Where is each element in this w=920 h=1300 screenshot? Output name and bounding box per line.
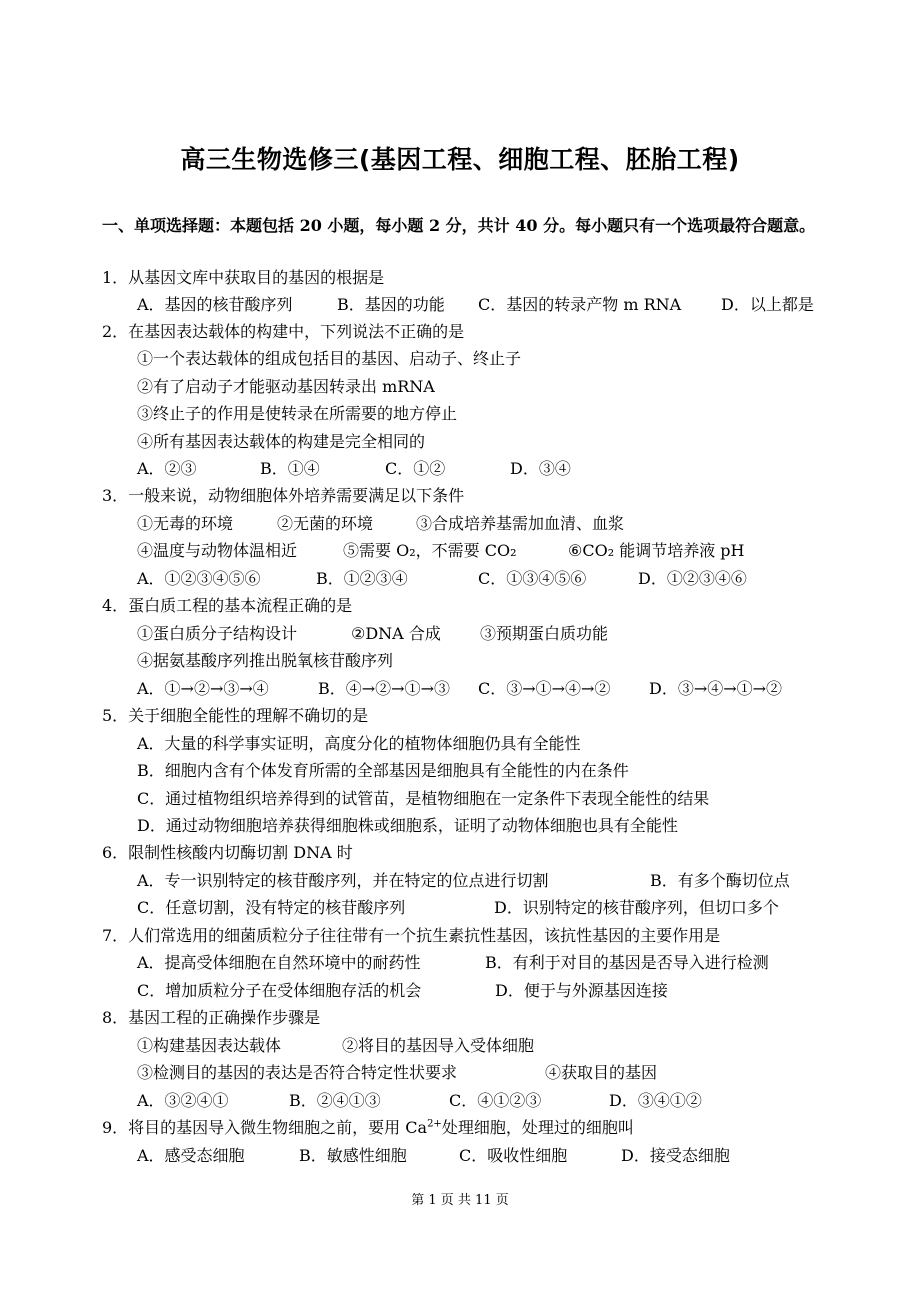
q9-stem-post: 处理细胞，处理过的细胞叫 [441, 1118, 634, 1137]
question-5-stem: 5．关于细胞全能性的理解不确切的是 [102, 706, 369, 725]
question-7-stem: 7．人们常选用的细菌质粒分子往往带有一个抗生素抗性基因，该抗性基因的主要作用是 [102, 926, 721, 945]
q2-statement-1: ①一个表达载体的组成包括目的基因、启动子、终止子 [137, 349, 522, 368]
q5-option-c: C．通过植物组织培养得到的试管苗，是植物细胞在一定条件下表现全能性的结果 [137, 789, 710, 808]
q9-option-a: A．感受态细胞 [137, 1146, 245, 1165]
q7-option-d: D．便于与外源基因连接 [495, 981, 668, 1000]
q3-option-b: B．①②③④ [316, 569, 408, 588]
q3-statement-4: ④温度与动物体温相近 [137, 541, 298, 560]
q8-option-a: A．③②④① [137, 1091, 229, 1110]
q3-statement-3: ③合成培养基需加血清、血浆 [416, 514, 625, 533]
q8-statement-3: ③检测目的基因的表达是否符合特定性状要求 [137, 1063, 458, 1082]
q2-option-d: D．③④ [510, 459, 571, 478]
q7-option-c: C．增加质粒分子在受体细胞存活的机会 [137, 981, 422, 1000]
q4-option-c: C．③→①→④→② [478, 679, 611, 698]
q4-statement-2: ②DNA 合成 [351, 624, 441, 643]
q9-option-c: C．吸收性细胞 [459, 1146, 568, 1165]
question-6-stem: 6．限制性核酸内切酶切割 DNA 时 [102, 843, 353, 862]
q6-option-c: C．任意切割，没有特定的核苷酸序列 [137, 898, 406, 917]
q7-option-a: A．提高受体细胞在自然环境中的耐药性 [137, 953, 421, 972]
page-footer: 第 1 页 共 11 页 [411, 1193, 509, 1208]
q2-option-a: A．②③ [137, 459, 197, 478]
page-title: 高三生物选修三(基因工程、细胞工程、胚胎工程) [180, 145, 740, 174]
q2-option-c: C．①② [385, 459, 446, 478]
q8-option-b: B．②④①③ [289, 1091, 381, 1110]
q9-option-b: B．敏感性细胞 [299, 1146, 407, 1165]
q3-option-c: C．①③④⑤⑥ [478, 569, 587, 588]
q9-stem-superscript: 2+ [427, 1118, 442, 1130]
q1-option-a: A．基因的核苷酸序列 [137, 295, 293, 314]
q5-option-d: D．通过动物细胞培养获得细胞株或细胞系，证明了动物体细胞也具有全能性 [137, 816, 678, 835]
q9-stem-pre: 9．将目的基因导入微生物细胞之前，要用 Ca [102, 1118, 428, 1137]
q2-option-b: B．①④ [260, 459, 320, 478]
q6-option-d: D．识别特定的核苷酸序列，但切口多个 [494, 898, 779, 917]
q4-statement-3: ③预期蛋白质功能 [480, 624, 609, 643]
section-heading: 一、单项选择题：本题包括 20 小题，每小题 2 分，共计 40 分。每小题只有一个选项最符合题意。 [102, 216, 816, 235]
question-3-stem: 3．一般来说，动物细胞体外培养需要满足以下条件 [102, 486, 465, 505]
q3-statement-1: ①无毒的环境 [137, 514, 234, 533]
q2-statement-4: ④所有基因表达载体的构建是完全相同的 [137, 432, 426, 451]
question-4-stem: 4．蛋白质工程的基本流程正确的是 [102, 596, 353, 615]
q9-option-d: D．接受态细胞 [621, 1146, 730, 1165]
q5-option-a: A．大量的科学事实证明，高度分化的植物体细胞仍具有全能性 [137, 734, 581, 753]
q8-statement-2: ②将目的基因导入受体细胞 [342, 1036, 535, 1055]
q8-statement-1: ①构建基因表达载体 [137, 1036, 282, 1055]
q3-option-d: D．①②③④⑥ [638, 569, 747, 588]
q1-option-d: D．以上都是 [721, 295, 814, 314]
q2-statement-2: ②有了启动子才能驱动基因转录出 mRNA [137, 377, 435, 396]
q4-option-d: D．③→④→①→② [649, 679, 783, 698]
question-1-stem: 1．从基因文库中获取目的基因的根据是 [102, 268, 385, 287]
q4-statement-1: ①蛋白质分子结构设计 [137, 624, 298, 643]
q1-option-b: B．基因的功能 [337, 295, 445, 314]
q4-option-a: A．①→②→③→④ [137, 679, 269, 698]
q3-statement-6: ⑥CO₂ 能调节培养液 pH [568, 541, 745, 560]
question-9-stem [102, 1118, 832, 1138]
q2-statement-3: ③终止子的作用是使转录在所需要的地方停止 [137, 404, 458, 423]
q3-statement-5: ⑤需要 O₂，不需要 CO₂ [343, 541, 517, 560]
q4-option-b: B．④→②→①→③ [318, 679, 450, 698]
question-2-stem: 2．在基因表达载体的构建中，下列说法不正确的是 [102, 322, 465, 341]
question-8-stem: 8．基因工程的正确操作步骤是 [102, 1008, 321, 1027]
q8-statement-4: ④获取目的基因 [545, 1063, 658, 1082]
q1-option-c: C．基因的转录产物 m RNA [478, 295, 682, 314]
q8-option-c: C．④①②③ [449, 1091, 542, 1110]
q3-statement-2: ②无菌的环境 [277, 514, 374, 533]
q5-option-b: B．细胞内含有个体发育所需的全部基因是细胞具有全能性的内在条件 [137, 761, 629, 780]
q7-option-b: B．有利于对目的基因是否导入进行检测 [485, 953, 769, 972]
q4-statement-4: ④据氨基酸序列推出脱氧核苷酸序列 [137, 651, 394, 670]
q6-option-a: A．专一识别特定的核苷酸序列，并在特定的位点进行切割 [137, 871, 549, 890]
q3-option-a: A．①②③④⑤⑥ [137, 569, 261, 588]
q6-option-b: B．有多个酶切位点 [650, 871, 790, 890]
q8-option-d: D．③④①② [609, 1091, 702, 1110]
